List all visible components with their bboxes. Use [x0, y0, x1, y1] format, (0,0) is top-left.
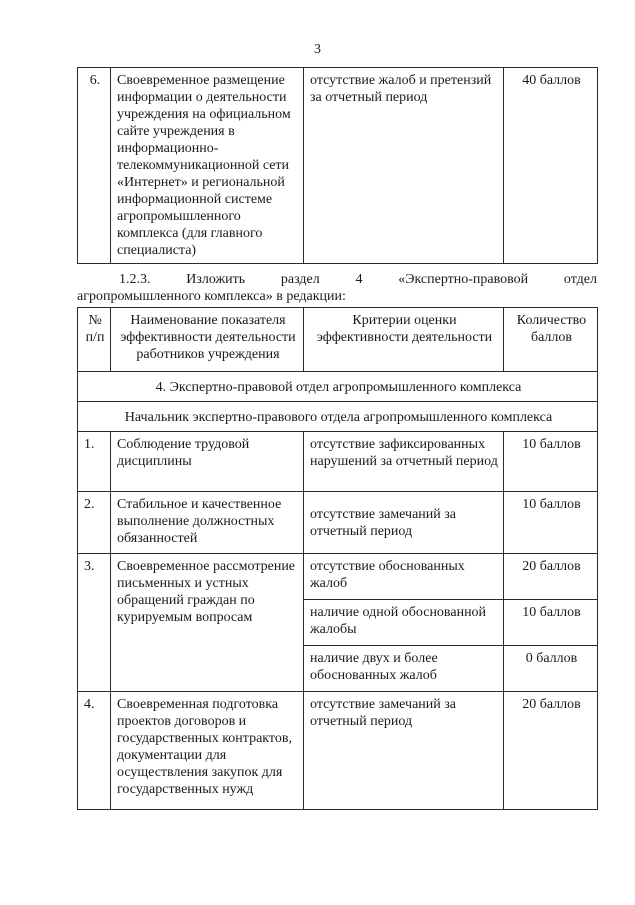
points-cell: 0 баллов — [504, 646, 598, 692]
points-cell: 20 баллов — [504, 692, 598, 810]
row-number: 4. — [78, 692, 111, 810]
header-indicator: Наименование показателя эффективности деятельности работников учреждения — [111, 308, 304, 372]
section-row — [78, 372, 598, 402]
row-number: 6. — [78, 68, 111, 264]
criteria-table-continued — [77, 67, 598, 264]
criterion-cell: отсутствие замечаний за отчетный период — [304, 692, 504, 810]
table-row — [78, 692, 598, 810]
points-cell: 20 баллов — [504, 554, 598, 600]
points-cell: 40 баллов — [504, 68, 598, 264]
points-cell: 10 баллов — [504, 600, 598, 646]
indicator-cell: Своевременное размещение информации о деятельности учреждения на официальном сайте учреждения в информационно-телекоммуникационной сети «Интернет» и региональной информационной системе агропромышленного комплекса (для главного специалиста) — [111, 68, 304, 264]
row-number: 3. — [78, 554, 111, 692]
indicator-cell: Соблюдение трудовой дисциплины — [111, 432, 304, 492]
criteria-table — [77, 307, 598, 810]
indicator-cell: Своевременное рассмотрение письменных и устных обращений граждан по курируемым вопросам — [111, 554, 304, 692]
subsection-row — [78, 402, 598, 432]
page-number: 3 — [314, 42, 321, 57]
indicator-cell: Своевременная подготовка проектов договоров и государственных контрактов, документации для осуществления закупок для государственных нужд — [111, 692, 304, 810]
paragraph-word: отдел — [563, 272, 597, 287]
criterion-cell: наличие двух и более обоснованных жалоб — [304, 646, 504, 692]
table-row — [78, 554, 598, 600]
section-title: 4. Экспертно-правовой отдел агропромышленного комплекса — [78, 372, 598, 402]
paragraph-word: «Экспертно-правовой — [398, 272, 529, 287]
header-criteria: Критерии оценки эффективности деятельности — [304, 308, 504, 372]
points-cell: 10 баллов — [504, 492, 598, 554]
paragraph-word: 1.2.3. — [119, 272, 151, 287]
header-number: № п/п — [78, 308, 111, 372]
criterion-cell: отсутствие замечаний за отчетный период — [304, 492, 504, 554]
subsection-title: Начальник экспертно-правового отдела агропромышленного комплекса — [78, 402, 598, 432]
amendment-paragraph-line-2: агропромышленного комплекса» в редакции: — [77, 289, 346, 304]
table-row — [78, 432, 598, 492]
paragraph-word: 4 — [355, 272, 363, 287]
paragraph-word: Изложить — [186, 272, 246, 287]
amendment-paragraph-line-1 — [77, 271, 597, 288]
paragraph-word: раздел — [280, 272, 320, 287]
criterion-cell: отсутствие жалоб и претензий за отчетный период — [304, 68, 504, 264]
points-cell: 10 баллов — [504, 432, 598, 492]
header-row — [78, 308, 598, 372]
row-number: 2. — [78, 492, 111, 554]
header-points: Количество баллов — [504, 308, 598, 372]
table-row — [78, 492, 598, 554]
criterion-cell: отсутствие зафиксированных нарушений за отчетный период — [304, 432, 504, 492]
table-row — [78, 68, 598, 264]
criterion-cell: отсутствие обоснованных жалоб — [304, 554, 504, 600]
indicator-cell: Стабильное и качественное выполнение должностных обязанностей — [111, 492, 304, 554]
criterion-cell: наличие одной обоснованной жалобы — [304, 600, 504, 646]
row-number: 1. — [78, 432, 111, 492]
